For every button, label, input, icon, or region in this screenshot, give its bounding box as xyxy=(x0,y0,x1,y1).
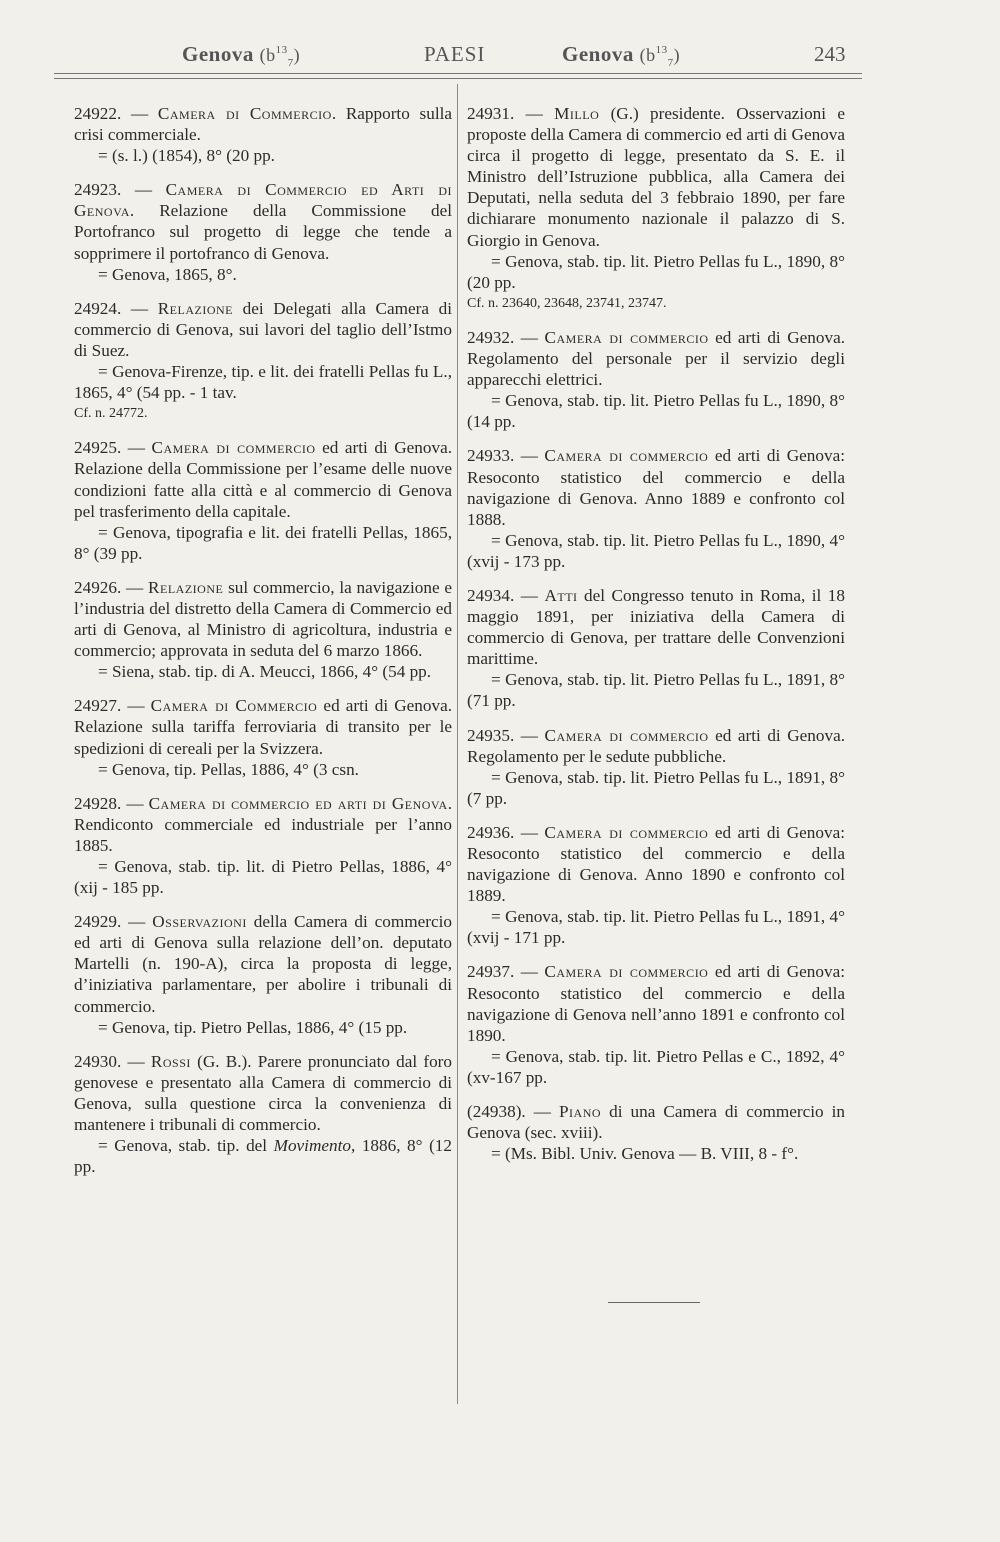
page-number: 243 xyxy=(814,42,846,66)
entry-description xyxy=(467,1101,845,1143)
imprint-text: = Genova, stab. tip. del xyxy=(98,1136,274,1156)
imprint-text: = Genova, stab. tip. lit. Pietro Pellas fu L., 1891, 8° (7 pp. xyxy=(467,767,845,808)
right-column xyxy=(467,103,845,1177)
entry-description xyxy=(467,822,845,906)
entry-number: 24933. — xyxy=(467,446,545,466)
entry-heading: Camera di commercio xyxy=(151,438,316,458)
entry-body: (G. B.). Parere pronunciato dal foro genovese e presentato alla Camera di commercio di Genova, sulla questione circa la convenienza di mantenere i tribunali di commercio. xyxy=(74,1051,452,1135)
entry-body: di una Camera di commercio in Genova (sec. xviii). xyxy=(467,1102,845,1143)
entry-number: 24922. — xyxy=(74,104,158,123)
entry-heading: Piano xyxy=(559,1102,602,1122)
imprint-text: = Genova-Firenze, tip. e lit. dei fratelli Pellas fu L., 1865, 4° (54 pp. - 1 tav. xyxy=(74,362,452,403)
entry-number: 24936. — xyxy=(467,822,545,842)
entry-imprint xyxy=(467,1046,845,1088)
catalog-entry xyxy=(74,1051,452,1178)
entry-heading: Relazione xyxy=(148,577,224,597)
entry-body: ed arti di Genova: Resoconto statistico del commercio e della navigazione di Genova. Anno 1890 e confronto col 1889. xyxy=(467,822,845,906)
entry-body: sul commercio, la navigazione e l’industria del distretto della Camera di Commercio ed arti di Genova, al Ministro di agricoltura, industria e commercio; approvata in seduta del 6 marzo 1866. xyxy=(74,577,453,661)
entry-imprint xyxy=(467,390,845,432)
entry-description xyxy=(467,327,845,390)
entry-description xyxy=(74,695,452,758)
entry-description xyxy=(74,911,452,1016)
catalog-entry xyxy=(467,445,845,572)
catalog-entry xyxy=(74,298,452,425)
entry-number: 24923. — xyxy=(74,180,166,200)
entry-body: (G.) presidente. Osservazioni e proposte della Camera di commercio ed arti di Genova circa il progetto di legge, presentato da S. E. il Ministro dell’Istruzione pubblica, alla Camera dei Deputati, nella seduta del 3 febbraio 1890, per fare dichiarare monumento nazionale il palazzo di S. Giorgio in Genova. xyxy=(467,104,845,250)
entry-heading: Camera di Commercio ed Arti di Genova xyxy=(74,180,452,221)
catalog-entry xyxy=(467,327,845,432)
entry-body: . Rendiconto commerciale ed industriale per l’anno 1885. xyxy=(74,793,453,855)
catalog-entry xyxy=(467,585,845,712)
entry-description xyxy=(74,577,452,661)
column-divider xyxy=(457,84,458,1404)
catalog-entry xyxy=(74,437,452,564)
entry-body: ed arti di Genova. Regolamento del personale per il servizio degli apparecchi elettrici. xyxy=(467,327,845,390)
entry-number: 24928. — xyxy=(74,793,149,813)
entry-number: 24927. — xyxy=(74,696,151,716)
entry-imprint xyxy=(74,264,452,285)
header-rule-top xyxy=(54,73,862,74)
entry-number: 24934. — xyxy=(467,585,545,605)
imprint-text: = Genova, tip. Pietro Pellas, 1886, 4° (15 pp. xyxy=(98,1017,408,1037)
running-header xyxy=(60,42,860,76)
entry-number: 24932. — xyxy=(467,327,545,347)
entry-number: 24929. — xyxy=(74,912,153,932)
header-right-title: Genova $(b^{13}_7)$ xyxy=(562,42,681,70)
entry-number: 24930. — xyxy=(74,1051,151,1071)
entry-description xyxy=(74,437,452,521)
entry-heading: Rossi xyxy=(150,1051,191,1071)
catalog-entry xyxy=(467,961,845,1088)
entry-description xyxy=(467,961,845,1045)
entry-heading: Atti xyxy=(544,585,578,605)
imprint-text: = Genova, 1865, 8°. xyxy=(98,264,237,284)
entry-description xyxy=(467,103,845,251)
entry-description xyxy=(467,445,845,529)
imprint-text: = Genova, stab. tip. lit. Pietro Pellas fu L., 1890, 4° (xvij - 173 pp. xyxy=(467,530,845,571)
imprint-text: = Genova, stab. tip. lit. Pietro Pellas fu L., 1891, 4° (xvij - 171 pp. xyxy=(467,907,845,948)
entry-description xyxy=(74,179,452,263)
imprint-end: , 1886, 8° (12 pp. xyxy=(74,1136,452,1177)
entry-description xyxy=(74,1051,452,1135)
catalog-entry xyxy=(74,793,452,898)
entry-imprint xyxy=(467,1143,845,1164)
imprint-text: = Genova, stab. tip. lit. Pietro Pellas e C., 1892, 4° (xv-167 pp. xyxy=(467,1046,845,1087)
imprint-text: = (Ms. Bibl. Univ. Genova — B. VIII, 8 - f°. xyxy=(491,1144,799,1164)
entry-body: della Camera di commercio ed arti di Genova sulla relazione dell’on. deputato Martelli (n. 190-A), circa la proposta di legge, d’iniziativa parlamentare, per abolire i tribunali di commercio. xyxy=(74,912,452,1016)
entry-heading: Camera di commercio xyxy=(544,725,709,745)
catalog-entry xyxy=(74,179,452,284)
entry-heading: Camera di commercio ed arti di Genova xyxy=(148,793,448,813)
entry-imprint xyxy=(74,145,452,166)
cross-reference: Cf. n. 23640, 23648, 23741, 23747. xyxy=(467,295,667,311)
entry-body: ed arti di Genova: Resoconto statistico del commercio e della navigazione di Genova nell’anno 1891 e confronto col 1890. xyxy=(467,962,845,1045)
entry-description xyxy=(74,103,452,145)
entry-imprint xyxy=(74,661,452,682)
entry-imprint xyxy=(467,251,845,293)
entry-number: 24935. — xyxy=(467,725,545,745)
entry-body: dei Delegati alla Camera di commercio di Genova, sui lavori del taglio dell’Istmo di Suez. xyxy=(74,298,452,360)
entry-number: (24938). — xyxy=(467,1102,559,1122)
entry-description xyxy=(74,793,452,856)
entry-imprint xyxy=(467,906,845,948)
entry-number: 24937. — xyxy=(467,962,545,982)
entry-body: del Congresso tenuto in Roma, il 18 maggio 1891, per iniziativa della Camera di commercio di Genova, per trattare delle Convenzioni marittime. xyxy=(467,585,845,669)
entry-heading: Osservazioni xyxy=(152,912,247,932)
catalog-entry xyxy=(74,577,452,682)
imprint-text: = Genova, tip. Pellas, 1886, 4° (3 csn. xyxy=(98,759,359,779)
entry-imprint xyxy=(74,361,452,403)
entry-imprint xyxy=(74,856,452,898)
imprint-text: = Genova, stab. tip. lit. Pietro Pellas fu L., 1891, 8° (71 pp. xyxy=(467,670,845,711)
entry-imprint xyxy=(74,1135,452,1177)
entry-description xyxy=(467,585,845,669)
entry-body: . Relazione della Commissione del Portofranco sul progetto di legge che tende a sopprimere il portofranco di Genova. xyxy=(74,201,452,263)
cross-reference: Cf. n. 24772. xyxy=(74,406,148,422)
end-rule xyxy=(608,1302,700,1303)
imprint-text: = Siena, stab. tip. di A. Meucci, 1866, 4° (54 pp. xyxy=(98,662,432,682)
entry-heading: Millo xyxy=(554,104,600,123)
entry-heading: Relazione xyxy=(157,298,233,318)
entry-body: ed arti di Genova. Regolamento per le sedute pubbliche. xyxy=(467,725,845,766)
entry-number: 24931. — xyxy=(467,104,555,123)
entry-imprint xyxy=(467,530,845,572)
entry-description xyxy=(467,725,845,767)
entry-heading: Camera di commercio xyxy=(544,962,709,982)
catalog-entry xyxy=(74,911,452,1038)
header-rule-bottom xyxy=(54,78,862,79)
catalog-entry xyxy=(467,822,845,949)
entry-heading: Camera di commercio xyxy=(544,822,709,842)
entry-body: ed arti di Genova. Relazione sulla tariffa ferroviaria di transito per le spedizioni di cereali per la Svizzera. xyxy=(74,696,452,758)
entry-imprint xyxy=(74,759,452,780)
entry-heading: Camera di commercio xyxy=(544,327,709,347)
header-section: PAESI xyxy=(424,42,486,66)
entry-heading: Camera di Commercio xyxy=(150,696,318,716)
entry-body: ed arti di Genova: Resoconto statistico del commercio e della navigazione di Genova. Anno 1889 e confronto col 1888. xyxy=(467,446,845,529)
entry-body: . Rapporto sulla crisi commerciale. xyxy=(74,104,452,145)
entry-imprint xyxy=(467,767,845,809)
imprint-text: = Genova, stab. tip. lit. Pietro Pellas fu L., 1890, 8° (14 pp. xyxy=(467,391,845,432)
entry-heading: Camera di Commercio xyxy=(157,104,332,123)
catalog-entry xyxy=(467,103,845,314)
left-column xyxy=(74,103,452,1190)
entry-body: ed arti di Genova. Relazione della Commissione per l’esame delle nuove condizioni fatte alla città e al commercio di Genova pel trasferimento della capitale. xyxy=(74,438,452,521)
imprint-text: = (s. l.) (1854), 8° (20 pp. xyxy=(98,146,275,166)
entry-number: 24924. — xyxy=(74,298,158,318)
imprint-text: = Genova, tipografia e lit. dei fratelli Pellas, 1865, 8° (39 pp. xyxy=(74,522,452,563)
catalog-entry xyxy=(467,725,845,809)
catalog-entry xyxy=(74,695,452,779)
imprint-text: = Genova, stab. tip. lit. Pietro Pellas fu L., 1890, 8° (20 pp. xyxy=(467,251,845,292)
catalog-entry xyxy=(467,1101,845,1164)
entry-imprint xyxy=(74,522,452,564)
header-left-title: Genova $(b^{13}_7)$ xyxy=(182,42,301,70)
imprint-text: = Genova, stab. tip. lit. di Pietro Pellas, 1886, 4° (xij - 185 pp. xyxy=(74,857,452,898)
entry-number: 24925. — xyxy=(74,438,152,458)
entry-imprint xyxy=(467,669,845,711)
entry-heading: Camera di commercio xyxy=(544,446,709,466)
entry-number: 24926. — xyxy=(74,577,149,597)
catalog-entry xyxy=(74,103,452,166)
entry-imprint xyxy=(74,1017,452,1038)
imprint-italic: Movimento xyxy=(273,1136,351,1156)
entry-description xyxy=(74,298,452,361)
